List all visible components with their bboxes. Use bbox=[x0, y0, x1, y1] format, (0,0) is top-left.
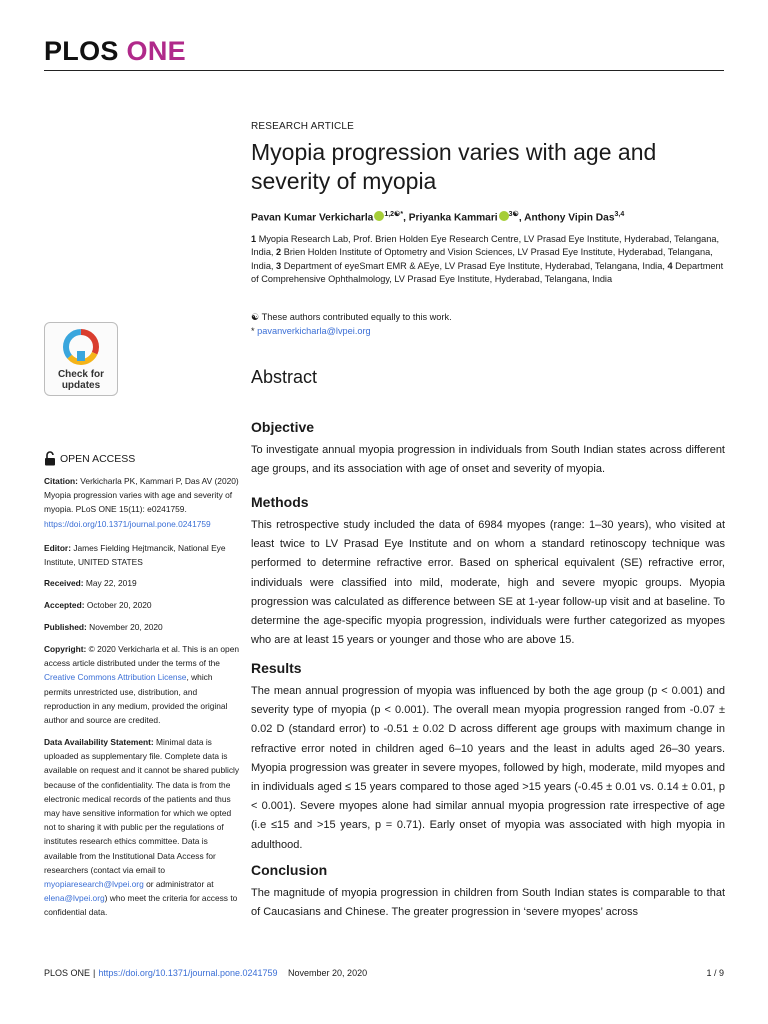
equal-contribution-text: These authors contributed equally to this work. bbox=[261, 312, 452, 322]
open-access bbox=[44, 451, 135, 466]
copyright-text-end: , which permits unrestricted use, distribution, and reproduction in any medium, provided the original author and source are credited. bbox=[44, 672, 228, 726]
section-text-results: The mean annual progression of myopia was influenced by both the age group (p < 0.001) and severity type of myopia (p < 0.001). The overall mean myopia progression ranged from -0.07 ± 0.02 D (standard error) to -0.51 ± 0.02 D across different age groups with maximum change in refractive error noted in children aged 6–10 years and the least in adults aged 26–30 years. Myopia progression was greater in severe myopes, followed by high, moderate, mild myopes and in individuals aged ≤ 15 years compared to those aged >15 years (-0.45 ± 0.01 vs. 0.14 ± 0.01, p < 0.001). Severe myopes alone had similar annual myopia progression rate irrespective of age (i.e ≤15 and >15 years, p = 0.71). Early onset of myopia was associated with high myopia in adulthood. bbox=[251, 685, 725, 851]
section-heading-methods: Methods bbox=[251, 494, 309, 510]
badge-text bbox=[58, 369, 104, 391]
affiliation-text: Brien Holden Institute of Optometry and Vision Sciences, LV Prasad Eye Institute, Hyderabad, Telangana, India, bbox=[251, 247, 713, 271]
open-lock-icon bbox=[44, 451, 56, 466]
copyright-block bbox=[44, 642, 240, 727]
footer-separator: | bbox=[93, 968, 96, 978]
check-for-updates-badge[interactable] bbox=[44, 322, 118, 396]
license-link[interactable]: Creative Commons Attribution License bbox=[44, 672, 187, 683]
data-availability-mid: or administrator at bbox=[146, 879, 214, 890]
page-number: 1 / 9 bbox=[706, 968, 724, 978]
citation-text: Verkicharla PK, Kammari P, Das AV (2020) Myopia progression varies with age and severity of myopia. PLoS ONE 15(11): e0241759. bbox=[44, 476, 239, 515]
badge-line1: Check for bbox=[57, 369, 105, 380]
data-availability-label: Data Availability Statement: bbox=[44, 737, 154, 747]
published-label: Published: bbox=[44, 622, 87, 632]
affiliation-text: Department of eyeSmart EMR & AEye, LV Prasad Eye Institute, Hyderabad, Telangana, India, bbox=[283, 260, 665, 271]
affiliations bbox=[251, 233, 725, 286]
citation-doi-link[interactable]: https://doi.org/10.1371/journal.pone.0241759 bbox=[44, 518, 211, 529]
orcid-icon[interactable] bbox=[499, 211, 509, 221]
affiliation-number: 3 bbox=[276, 260, 282, 271]
equal-contribution-icon: ☯ bbox=[251, 312, 260, 322]
journal-logo[interactable] bbox=[44, 36, 186, 67]
logo-plos: PLOS bbox=[44, 36, 119, 66]
corresponding-email-link[interactable]: pavanverkicharla@lvpei.org bbox=[257, 325, 371, 336]
editor-text: James Fielding Hejtmancik, National Eye Institute, UNITED STATES bbox=[44, 543, 226, 568]
page-footer bbox=[44, 968, 724, 978]
article-title: Myopia progression varies with age and severity of myopia bbox=[251, 139, 657, 194]
copyright-label: Copyright: bbox=[44, 644, 87, 654]
author-marks: 3,4 bbox=[614, 211, 625, 218]
affiliation-number: 4 bbox=[667, 260, 673, 271]
administrator-email-link[interactable]: elena@lvpei.org bbox=[44, 893, 105, 904]
editor-label: Editor: bbox=[44, 543, 71, 553]
accepted-block bbox=[44, 598, 240, 612]
affiliation-number: 2 bbox=[276, 247, 282, 258]
copyright-text: © 2020 Verkicharla et al. This is an open access article distributed under the terms of the bbox=[44, 644, 240, 669]
data-availability-text: Minimal data is uploaded as supplementary file. Complete data is available on request and it cannot be shared publicly because of the confidentiality. The data is from the electronic medical records of the patients and thus may have sensitive information for which we opted not to sharing it with public per the regulations of institutes research ethics committee. Data is available from the Institutional Data Access for researchers (contact via email to bbox=[44, 737, 240, 875]
data-availability-end: ) who meet the criteria for access to confidential data. bbox=[44, 893, 238, 918]
section-heading-results: Results bbox=[251, 660, 302, 676]
published-block bbox=[44, 620, 240, 634]
affiliation-text: Department of Comprehensive Ophthalmology, LV Prasad Eye Institute, Hyderabad, Telangana, India bbox=[251, 260, 724, 284]
header-rule bbox=[44, 70, 724, 71]
author-notes bbox=[251, 311, 725, 338]
article-type: RESEARCH ARTICLE bbox=[251, 121, 355, 132]
section-heading-objective: Objective bbox=[251, 419, 315, 435]
myopia-research-email-link[interactable]: myopiaresearch@lvpei.org bbox=[44, 879, 144, 890]
section-text-conclusion: The magnitude of myopia progression in children from South Indian states is comparable to that of Caucasians and Chinese. The greater progression in ‘severe myopes’ across bbox=[251, 887, 725, 919]
received-block bbox=[44, 576, 240, 590]
accepted-date: October 20, 2020 bbox=[86, 600, 152, 610]
footer-journal: PLOS ONE bbox=[44, 968, 91, 978]
editor-block bbox=[44, 541, 240, 569]
author-name[interactable]: Pavan Kumar Verkicharla bbox=[251, 212, 374, 224]
footer-left bbox=[44, 968, 367, 978]
abstract-heading: Abstract bbox=[251, 367, 318, 387]
author-name[interactable]: Priyanka Kammari bbox=[408, 212, 498, 224]
received-label: Received: bbox=[44, 578, 84, 588]
citation-label: Citation: bbox=[44, 476, 78, 486]
footer-date: November 20, 2020 bbox=[288, 968, 368, 978]
published-date: November 20, 2020 bbox=[89, 622, 163, 632]
section-text-methods: This retrospective study included the data of 6984 myopes (range: 1–30 years), who visited at least twice to LV Prasad Eye Institute and on whom a standard retinoscopy technique was performed to determine refractive error. Based on spherical equivalent (SE) refractive error, individuals were classified into mild, moderate, high and severe myopic groups. Myopia progression was calculated as difference between SE at 1-year follow-up visit and at baseline. To determine the age-specific myopia progression, individuals were further categorized as myopes who are at least 15 years or younger and those who are above 15. bbox=[251, 519, 725, 647]
corresponding-email-note: * pavanverkicharla@lvpei.org bbox=[251, 325, 371, 336]
affiliation-number: 1 bbox=[251, 234, 257, 244]
citation-block bbox=[44, 474, 240, 531]
footer-doi-link[interactable]: https://doi.org/10.1371/journal.pone.0241759 bbox=[98, 968, 278, 978]
section-heading-conclusion: Conclusion bbox=[251, 862, 328, 878]
received-date: May 22, 2019 bbox=[85, 578, 137, 588]
affiliation-text: Myopia Research Lab, Prof. Brien Holden Eye Research Centre, LV Prasad Eye Institute, Hyderabad, Telangana, India, bbox=[251, 234, 719, 258]
open-access-label: OPEN ACCESS bbox=[60, 452, 136, 465]
author-list: Pavan Kumar Verkicharla $^{1,2☯*}$, Priyanka Kammari $^{3☯}$, Anthony Vipin Das$^{3,4}$ bbox=[251, 211, 625, 224]
accepted-label: Accepted: bbox=[44, 600, 85, 610]
author-name[interactable]: Anthony Vipin Das bbox=[524, 212, 615, 224]
data-availability-block bbox=[44, 735, 240, 920]
author-marks: 1,2☯* bbox=[384, 211, 404, 218]
equal-contribution-note bbox=[251, 311, 725, 325]
crossmark-icon bbox=[63, 329, 99, 365]
author-marks: 3☯ bbox=[508, 211, 519, 218]
badge-line2: updates bbox=[61, 380, 101, 391]
orcid-icon[interactable] bbox=[374, 211, 384, 221]
section-text-objective: To investigate annual myopia progression in individuals from South Indian states across different age groups, and its association with age of onset and severity of myopia. bbox=[251, 444, 725, 476]
logo-one: ONE bbox=[126, 36, 186, 66]
